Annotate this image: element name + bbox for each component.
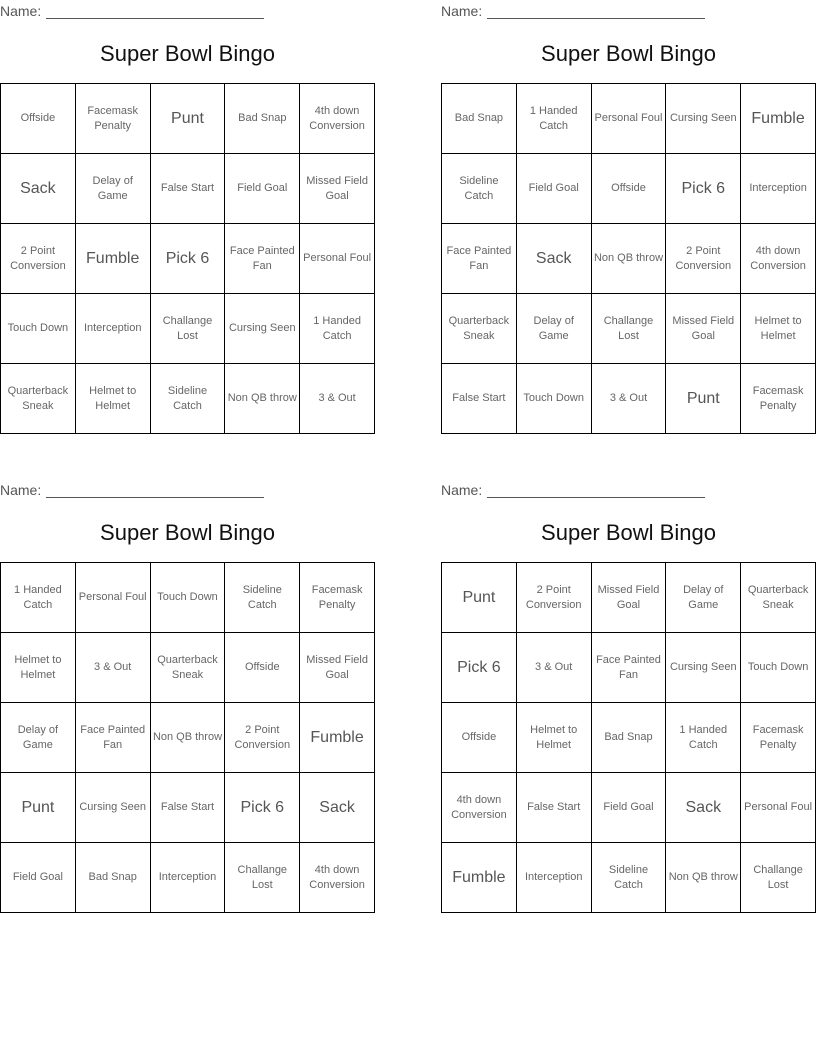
bingo-cell[interactable]: Punt [666, 364, 741, 434]
bingo-cell[interactable]: Challange Lost [592, 294, 667, 364]
bingo-card-2 [441, 0, 816, 434]
bingo-cell[interactable]: Fumble [76, 224, 151, 294]
bingo-cell[interactable]: Field Goal [517, 154, 592, 224]
bingo-cell[interactable]: Touch Down [1, 294, 76, 364]
bingo-cell[interactable]: Delay of Game [76, 154, 151, 224]
bingo-cell[interactable]: Challange Lost [741, 843, 816, 913]
bingo-cell[interactable]: Cursing Seen [666, 633, 741, 703]
bingo-cell[interactable]: Punt [1, 773, 76, 843]
bingo-cell[interactable]: Interception [151, 843, 226, 913]
name-field[interactable] [441, 481, 705, 499]
bingo-cell[interactable]: Challange Lost [225, 843, 300, 913]
bingo-cell[interactable]: Helmet to Helmet [741, 294, 816, 364]
bingo-cell[interactable]: Quarterback Sneak [151, 633, 226, 703]
bingo-card-1 [0, 0, 375, 434]
bingo-cell[interactable]: Helmet to Helmet [517, 703, 592, 773]
bingo-cell[interactable]: Bad Snap [592, 703, 667, 773]
bingo-cell[interactable]: Sack [1, 154, 76, 224]
name-underline [46, 18, 264, 19]
bingo-cell[interactable]: Cursing Seen [666, 84, 741, 154]
bingo-cell[interactable]: 1 Handed Catch [666, 703, 741, 773]
bingo-cell[interactable]: Interception [76, 294, 151, 364]
card-title: Super Bowl Bingo [541, 41, 716, 66]
card-title: Super Bowl Bingo [100, 520, 275, 545]
bingo-cell[interactable]: Personal Foul [592, 84, 667, 154]
bingo-card-4 [441, 479, 816, 913]
bingo-grid [441, 83, 816, 434]
bingo-cell[interactable]: Offside [592, 154, 667, 224]
bingo-cell[interactable]: Missed Field Goal [300, 633, 375, 703]
bingo-cell[interactable]: Sideline Catch [151, 364, 226, 434]
bingo-cell[interactable]: Missed Field Goal [666, 294, 741, 364]
bingo-cell[interactable]: 3 & Out [300, 364, 375, 434]
name-underline [487, 497, 705, 498]
bingo-cell[interactable]: Face Painted Fan [592, 633, 667, 703]
bingo-cell[interactable]: Sack [300, 773, 375, 843]
bingo-cell[interactable]: Interception [741, 154, 816, 224]
bingo-cell[interactable]: Interception [517, 843, 592, 913]
bingo-cell[interactable]: Field Goal [225, 154, 300, 224]
bingo-cell[interactable]: Cursing Seen [225, 294, 300, 364]
bingo-cell[interactable]: Delay of Game [666, 563, 741, 633]
bingo-cell[interactable]: Fumble [300, 703, 375, 773]
bingo-cell[interactable]: Pick 6 [225, 773, 300, 843]
bingo-cell[interactable]: Face Painted Fan [76, 703, 151, 773]
bingo-cell[interactable]: Sideline Catch [225, 563, 300, 633]
bingo-cell[interactable]: Bad Snap [442, 84, 517, 154]
bingo-cell[interactable]: Fumble [442, 843, 517, 913]
bingo-cell[interactable]: 3 & Out [592, 364, 667, 434]
bingo-cell[interactable]: Touch Down [151, 563, 226, 633]
bingo-cell[interactable]: Missed Field Goal [592, 563, 667, 633]
bingo-cell[interactable]: Face Painted Fan [225, 224, 300, 294]
bingo-cell[interactable]: Face Painted Fan [442, 224, 517, 294]
name-underline [46, 497, 264, 498]
bingo-cell[interactable]: 4th down Conversion [300, 843, 375, 913]
bingo-grid [0, 83, 375, 434]
bingo-cell[interactable]: Delay of Game [517, 294, 592, 364]
name-field[interactable] [0, 481, 264, 499]
name-field[interactable] [0, 2, 264, 20]
bingo-cell[interactable]: Facemask Penalty [76, 84, 151, 154]
bingo-cell[interactable]: Personal Foul [300, 224, 375, 294]
bingo-cell[interactable]: Sack [517, 224, 592, 294]
bingo-cell[interactable]: Quarterback Sneak [1, 364, 76, 434]
bingo-cell[interactable]: Offside [225, 633, 300, 703]
name-field[interactable] [441, 2, 705, 20]
bingo-cell[interactable]: Non QB throw [592, 224, 667, 294]
bingo-cell[interactable]: Quarterback Sneak [442, 294, 517, 364]
bingo-cell[interactable]: 1 Handed Catch [300, 294, 375, 364]
bingo-cell[interactable]: False Start [442, 364, 517, 434]
bingo-cell[interactable]: Fumble [741, 84, 816, 154]
bingo-cell[interactable]: 2 Point Conversion [517, 563, 592, 633]
bingo-cell[interactable]: Quarterback Sneak [741, 563, 816, 633]
bingo-cell[interactable]: False Start [517, 773, 592, 843]
bingo-cell[interactable]: Offside [1, 84, 76, 154]
bingo-cell[interactable]: Non QB throw [666, 843, 741, 913]
name-label: Name: [0, 482, 42, 498]
bingo-cell[interactable]: Punt [442, 563, 517, 633]
bingo-cell[interactable]: Non QB throw [225, 364, 300, 434]
bingo-cell[interactable]: 3 & Out [76, 633, 151, 703]
bingo-cell[interactable]: Bad Snap [76, 843, 151, 913]
bingo-cell[interactable]: 4th down Conversion [741, 224, 816, 294]
bingo-cell[interactable]: Personal Foul [76, 563, 151, 633]
bingo-cell[interactable]: Personal Foul [741, 773, 816, 843]
bingo-cell[interactable]: Helmet to Helmet [1, 633, 76, 703]
bingo-cell[interactable]: False Start [151, 773, 226, 843]
bingo-cell[interactable]: Non QB throw [151, 703, 226, 773]
name-underline [487, 18, 705, 19]
bingo-cell[interactable]: Pick 6 [666, 154, 741, 224]
bingo-cell[interactable]: Touch Down [517, 364, 592, 434]
bingo-cell[interactable]: Offside [442, 703, 517, 773]
bingo-cell[interactable]: Facemask Penalty [741, 364, 816, 434]
bingo-cell[interactable]: Challange Lost [151, 294, 226, 364]
name-label: Name: [441, 482, 483, 498]
bingo-cell[interactable]: Pick 6 [442, 633, 517, 703]
bingo-cell[interactable]: Missed Field Goal [300, 154, 375, 224]
bingo-cell[interactable]: Field Goal [592, 773, 667, 843]
bingo-cell[interactable]: Facemask Penalty [300, 563, 375, 633]
bingo-cell[interactable]: 2 Point Conversion [666, 224, 741, 294]
card-title: Super Bowl Bingo [100, 41, 275, 66]
bingo-cell[interactable]: 1 Handed Catch [517, 84, 592, 154]
bingo-cell[interactable]: Facemask Penalty [741, 703, 816, 773]
bingo-cell[interactable]: False Start [151, 154, 226, 224]
bingo-cell[interactable]: Pick 6 [151, 224, 226, 294]
bingo-cell[interactable]: 2 Point Conversion [1, 224, 76, 294]
bingo-card-3 [0, 479, 375, 913]
bingo-cell[interactable]: 3 & Out [517, 633, 592, 703]
bingo-cell[interactable]: Cursing Seen [76, 773, 151, 843]
bingo-cell[interactable]: 1 Handed Catch [1, 563, 76, 633]
bingo-cell[interactable]: Delay of Game [1, 703, 76, 773]
bingo-cell[interactable]: 4th down Conversion [442, 773, 517, 843]
bingo-cell[interactable]: 4th down Conversion [300, 84, 375, 154]
bingo-cell[interactable]: Sack [666, 773, 741, 843]
bingo-cell[interactable]: Sideline Catch [442, 154, 517, 224]
bingo-grid [0, 562, 375, 913]
bingo-cell[interactable]: Punt [151, 84, 226, 154]
bingo-cell[interactable]: Helmet to Helmet [76, 364, 151, 434]
bingo-cell[interactable]: Sideline Catch [592, 843, 667, 913]
name-label: Name: [0, 3, 42, 19]
bingo-cell[interactable]: Touch Down [741, 633, 816, 703]
bingo-cell[interactable]: 2 Point Conversion [225, 703, 300, 773]
bingo-cell[interactable]: Bad Snap [225, 84, 300, 154]
name-label: Name: [441, 3, 483, 19]
bingo-cell[interactable]: Field Goal [1, 843, 76, 913]
card-title: Super Bowl Bingo [541, 520, 716, 545]
bingo-grid [441, 562, 816, 913]
